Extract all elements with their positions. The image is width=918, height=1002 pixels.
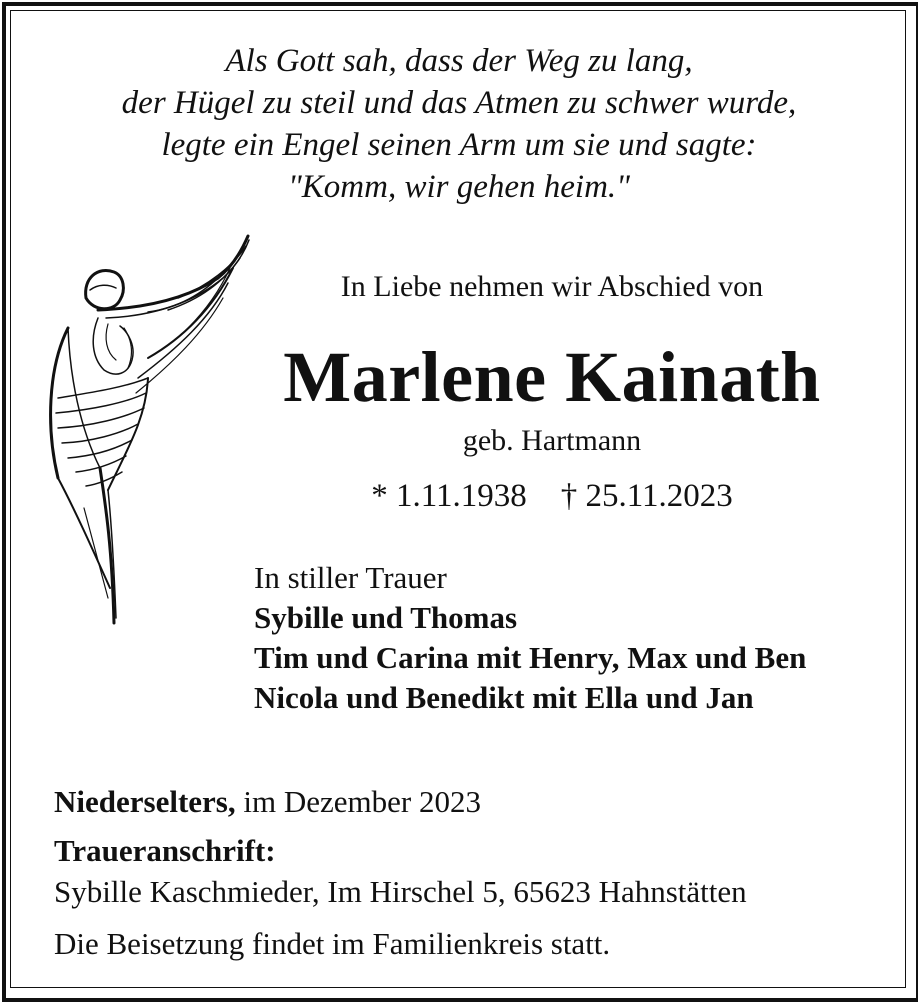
mourner-line: Sybille und Thomas xyxy=(254,600,518,635)
maiden-name: geb. Hartmann xyxy=(462,424,642,457)
life-dates xyxy=(252,478,852,515)
angel-illustration xyxy=(28,228,258,638)
mourners-intro: In stiller Trauer xyxy=(254,560,447,595)
mourner-line: Tim und Carina mit Henry, Max und Ben xyxy=(254,640,807,675)
poem-line: Als Gott sah, dass der Weg zu lang, xyxy=(225,43,693,79)
month-year: im Dezember 2023 xyxy=(243,784,481,819)
poem xyxy=(0,40,918,208)
place-name: Niederselters, xyxy=(54,784,236,819)
intro-text: In Liebe nehmen wir Abschied von xyxy=(340,270,764,303)
birth-date: * 1.11.1938 xyxy=(371,478,527,514)
place-date-line xyxy=(54,784,481,820)
death-date: † 25.11.2023 xyxy=(560,478,733,514)
poem-line: legte ein Engel seinen Arm um sie und sagte: xyxy=(161,127,757,163)
burial-note: Die Beisetzung findet im Familienkreis statt. xyxy=(54,926,611,961)
mourner-line: Nicola und Benedikt mit Ella und Jan xyxy=(254,680,754,715)
mourners-block xyxy=(254,558,806,718)
poem-line: "Komm, wir gehen heim." xyxy=(287,169,631,205)
poem-line: der Hügel zu steil und das Atmen zu schwer wurde, xyxy=(121,85,797,121)
address-label: Traueranschrift: xyxy=(54,833,276,868)
mourning-address: Sybille Kaschmieder, Im Hirschel 5, 65623 Hahnstätten xyxy=(54,874,747,909)
deceased-name: Marlene Kainath xyxy=(283,337,821,417)
